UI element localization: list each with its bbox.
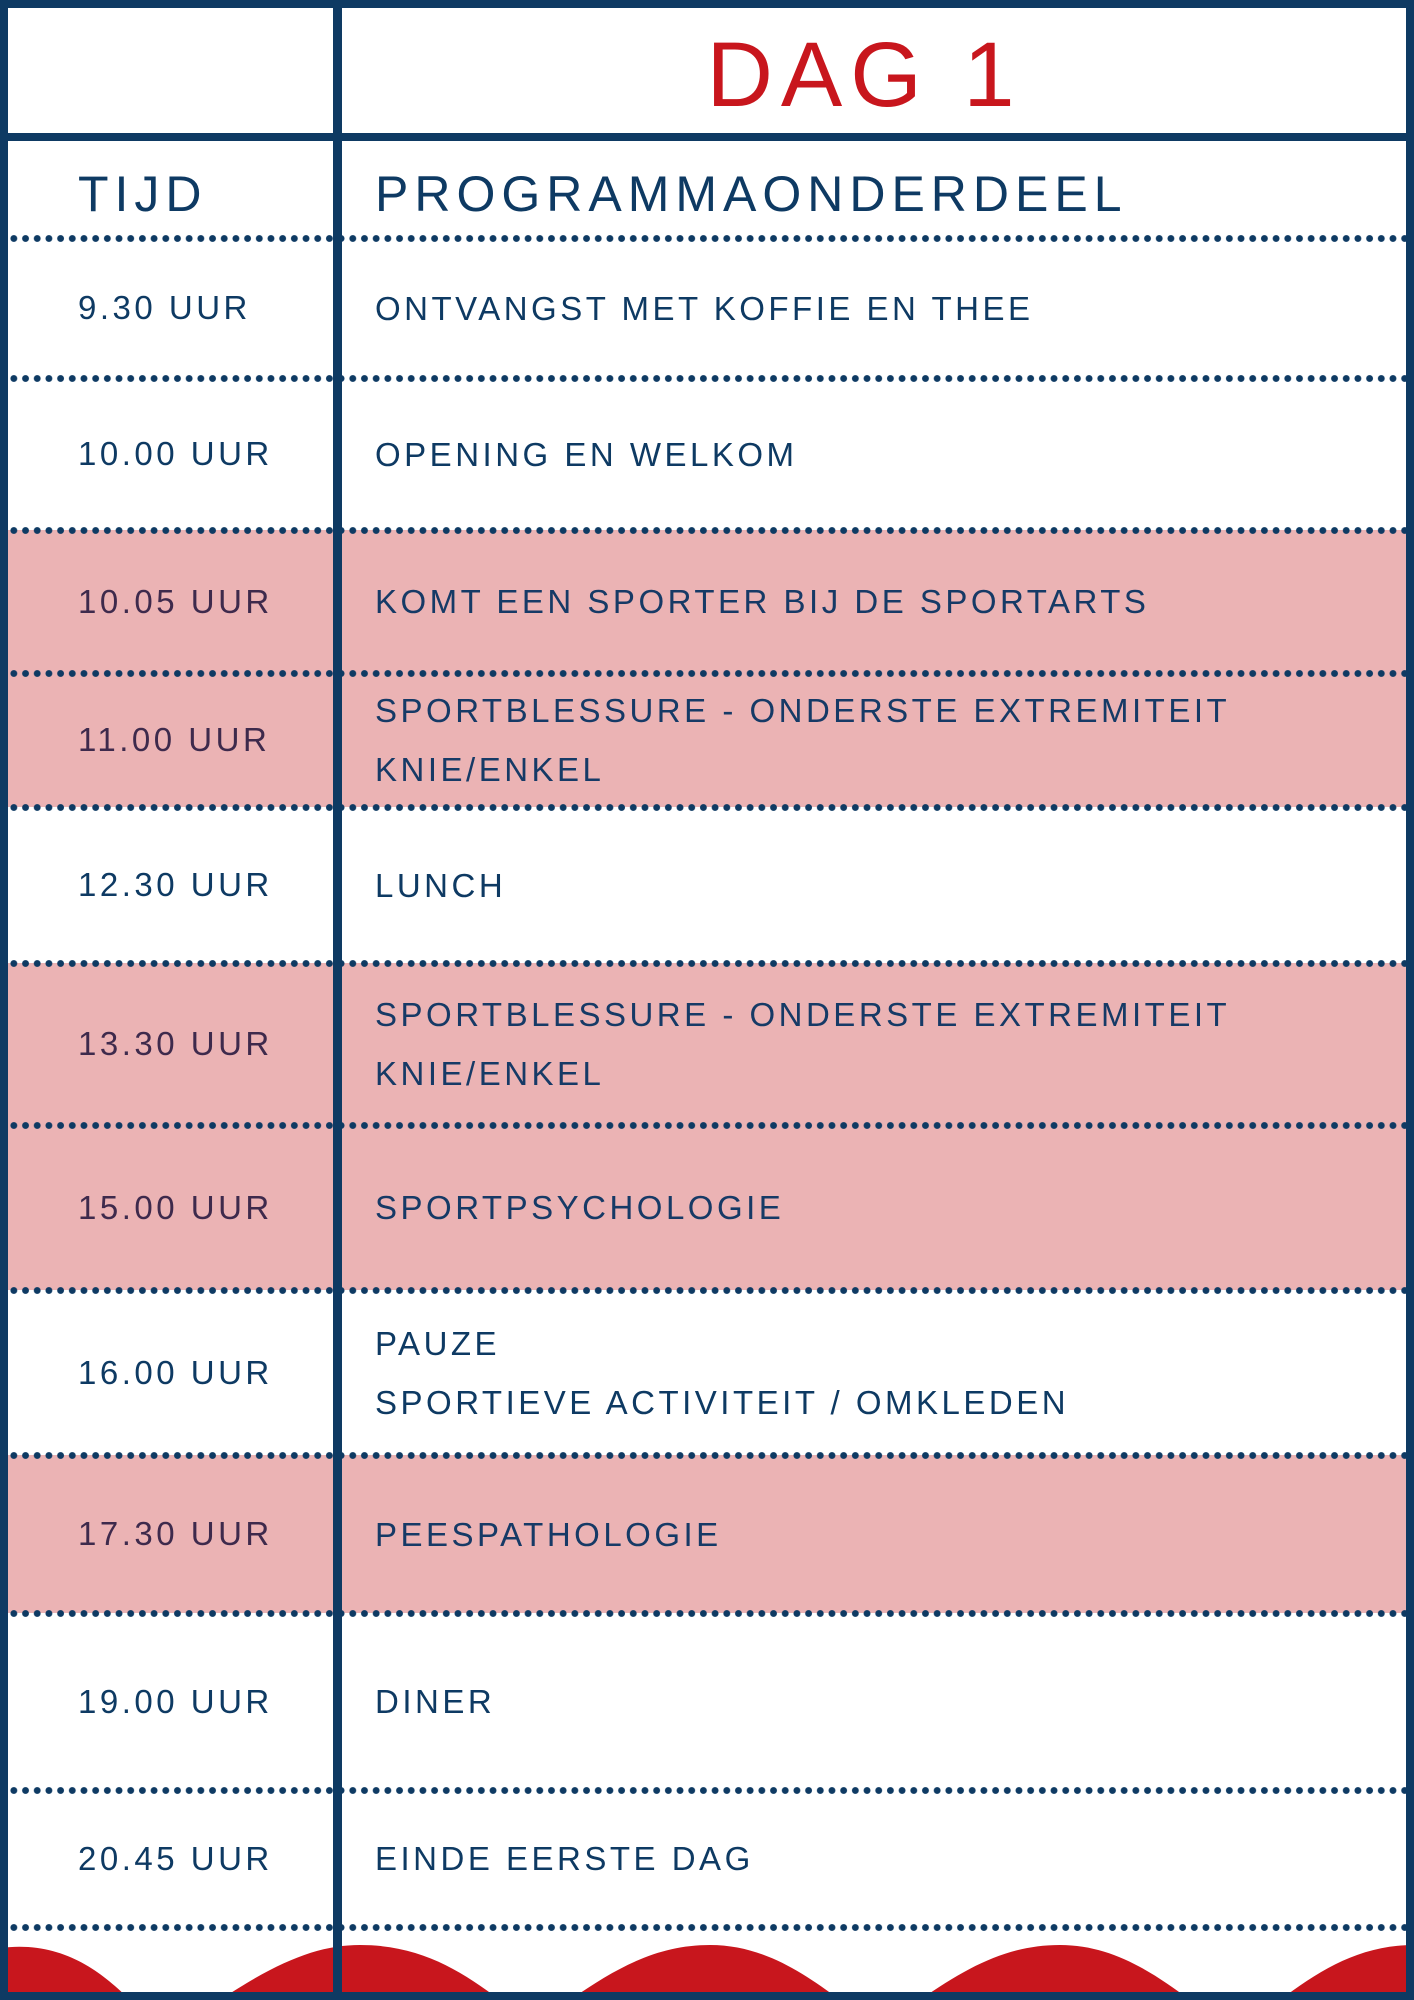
row-program-item: [375, 963, 1385, 1125]
row-time: 15.00 UUR: [78, 1188, 273, 1226]
title-divider: [0, 133, 1414, 141]
row-program-item: [375, 1290, 1385, 1455]
program-line: SPORTPSYCHOLOGIE: [375, 1189, 785, 1226]
column-header-time: TIJD: [78, 166, 208, 222]
row-time: 9.30 UUR: [78, 289, 251, 326]
wave-shape: [0, 1945, 1414, 2000]
row-program-item: [375, 1455, 1385, 1613]
red-wave-decoration: [0, 1940, 1414, 2000]
program-line: KNIE/ENKEL: [375, 1055, 605, 1092]
page-title: DAG 1: [706, 24, 1023, 126]
row-program-item: [375, 378, 1385, 530]
row-time: 12.30 UUR: [78, 866, 273, 903]
program-line: DINER: [375, 1683, 496, 1720]
program-line: KNIE/ENKEL: [375, 751, 605, 788]
row-time: 17.30 UUR: [78, 1515, 273, 1552]
column-divider: [333, 0, 342, 2000]
row-time: 19.00 UUR: [78, 1682, 273, 1720]
row-time: 16.00 UUR: [78, 1353, 273, 1391]
program-line: LUNCH: [375, 866, 507, 904]
program-line: OPENING EN WELKOM: [375, 435, 798, 473]
row-program-item: [375, 807, 1385, 963]
program-line: KOMT EEN SPORTER BIJ DE SPORTARTS: [375, 583, 1150, 620]
column-header-program: PROGRAMMAONDERDEEL: [375, 166, 1128, 222]
row-program-item: [375, 1790, 1385, 1927]
row-program-item: [375, 238, 1385, 378]
program-line: SPORTIEVE ACTIVITEIT / OMKLEDEN: [375, 1383, 1070, 1421]
row-program-item: [375, 530, 1385, 673]
row-program-item: [375, 1125, 1385, 1290]
program-line: ONTVANGST MET KOFFIE EN THEE: [375, 289, 1034, 327]
program-line: PAUZE: [375, 1324, 501, 1362]
row-time: 10.00 UUR: [78, 435, 273, 472]
row-time: 13.30 UUR: [78, 1025, 273, 1062]
row-program-item: [375, 1613, 1385, 1790]
row-time: 11.00 UUR: [78, 721, 271, 758]
row-time: 10.05 UUR: [78, 582, 273, 620]
row-time: 20.45 UUR: [78, 1839, 273, 1877]
program-line: EINDE EERSTE DAG: [375, 1840, 754, 1877]
program-line: SPORTBLESSURE - ONDERSTE EXTREMITEIT: [375, 692, 1231, 729]
program-line: PEESPATHOLOGIE: [375, 1515, 722, 1553]
program-line: SPORTBLESSURE - ONDERSTE EXTREMITEIT: [375, 996, 1231, 1033]
row-program-item: [375, 673, 1385, 807]
